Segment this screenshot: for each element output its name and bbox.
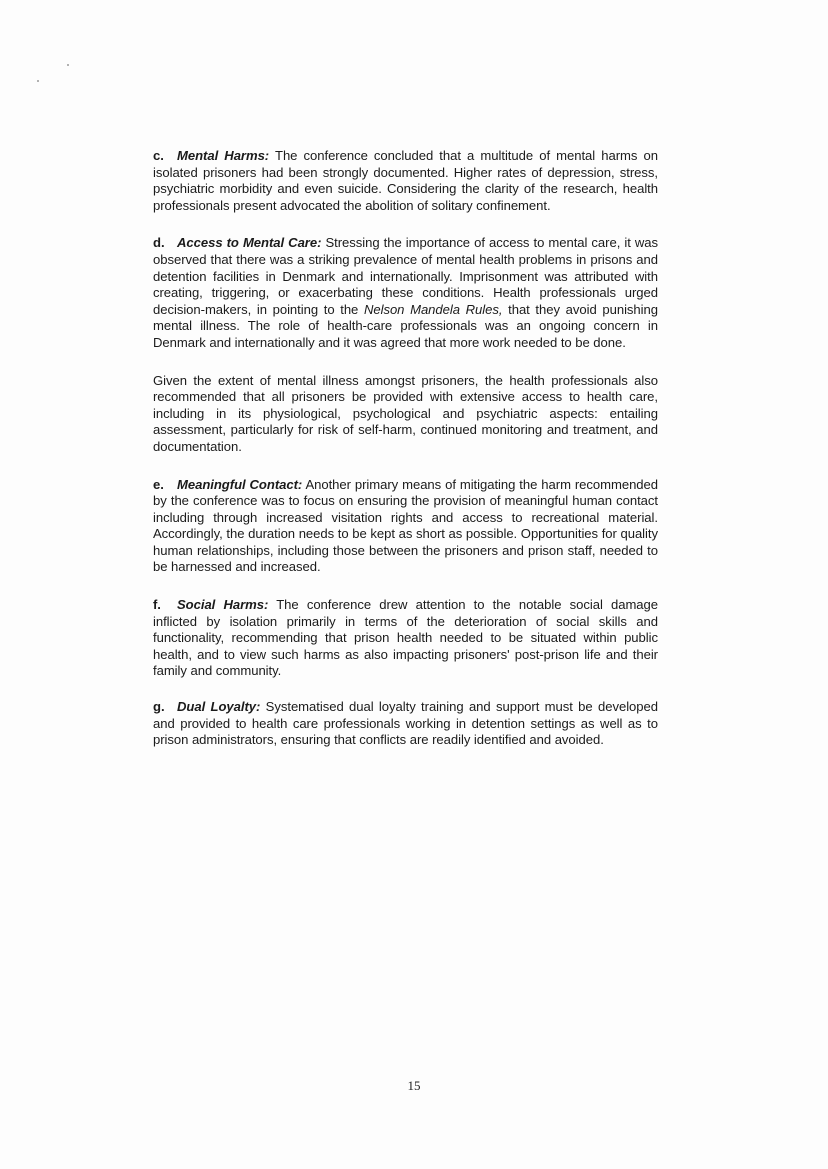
section-letter: f. bbox=[153, 597, 161, 613]
section-d-followup-paragraph: Given the extent of mental illness amongst prisoners, the health professionals also recommended that all prisoners be provided with extensive access to health care, including in its physiological, psychological and psychiatric aspects: entailing assessment, particularly for risk of self-harm, continued monitoring and treatment, and documentation. bbox=[153, 372, 658, 454]
section-heading: Dual Loyalty: bbox=[177, 699, 261, 715]
scan-speck bbox=[67, 64, 69, 66]
section-c-mental-harms bbox=[153, 148, 658, 214]
section-heading: Access to Mental Care: bbox=[177, 235, 322, 251]
section-letter: d. bbox=[153, 235, 165, 251]
section-text: Another primary means of mitigating the harm recommended by the conference was to focus on ensuring the provision of meaningful human contact including through increased visitation rights and access to recreational material. Accordingly, the duration needs to be kept as short as possible. Opportunities for quality human relationships, including those between the prisoners and prison staff, needed to be harnessed and increased. bbox=[153, 476, 658, 575]
section-text: The conference drew attention to the notable social damage inflicted by isolation primarily in terms of the deterioration of social skills and functionality, recommending that prison health needed to be situated within public health, and to view such harms as also impacting prisoners' post-prison life and their family and community. bbox=[153, 597, 658, 679]
scan-speck bbox=[37, 80, 39, 82]
page-body bbox=[153, 148, 658, 770]
section-text-continued: that they avoid punishing mental illness. The role of health-care professionals was an ongoing concern in Denmark and internationally and it was agreed that more work needed to be done. bbox=[153, 301, 658, 350]
section-letter: g. bbox=[153, 699, 165, 715]
section-heading: Meaningful Contact: bbox=[177, 476, 303, 492]
section-g-dual-loyalty bbox=[153, 699, 658, 749]
section-letter: c. bbox=[153, 148, 164, 163]
section-d-access-to-mental-care bbox=[153, 235, 658, 351]
section-text: Stressing the importance of access to mental care, it was observed that there was a striking prevalence of mental health problems in prisons and detention facilities in Denmark and internationally. Imprisonment was attributed with creating, triggering, or exacerbating these conditions. Health professionals urged decision-makers, in pointing to the bbox=[153, 235, 658, 317]
nelson-mandela-rules-reference: Nelson Mandela Rules, bbox=[363, 301, 503, 317]
section-text: Systematised dual loyalty training and support must be developed and provided to health care professionals working in detention settings as well as to prison administrators, ensuring that conflicts are readily identified and avoided. bbox=[153, 699, 658, 748]
section-letter: e. bbox=[153, 476, 164, 492]
section-text: The conference concluded that a multitude of mental harms on isolated prisoners had been strongly documented. Higher rates of depression, stress, psychiatric morbidity and even suicide. Considering the clarity of the research, health professionals present advocated the abolition of solitary confinement. bbox=[153, 148, 658, 213]
section-e-meaningful-contact bbox=[153, 477, 658, 577]
section-heading: Social Harms: bbox=[177, 597, 269, 613]
section-heading: Mental Harms: bbox=[177, 148, 270, 163]
section-f-social-harms bbox=[153, 597, 658, 680]
page-number: 15 bbox=[407, 1078, 421, 1093]
